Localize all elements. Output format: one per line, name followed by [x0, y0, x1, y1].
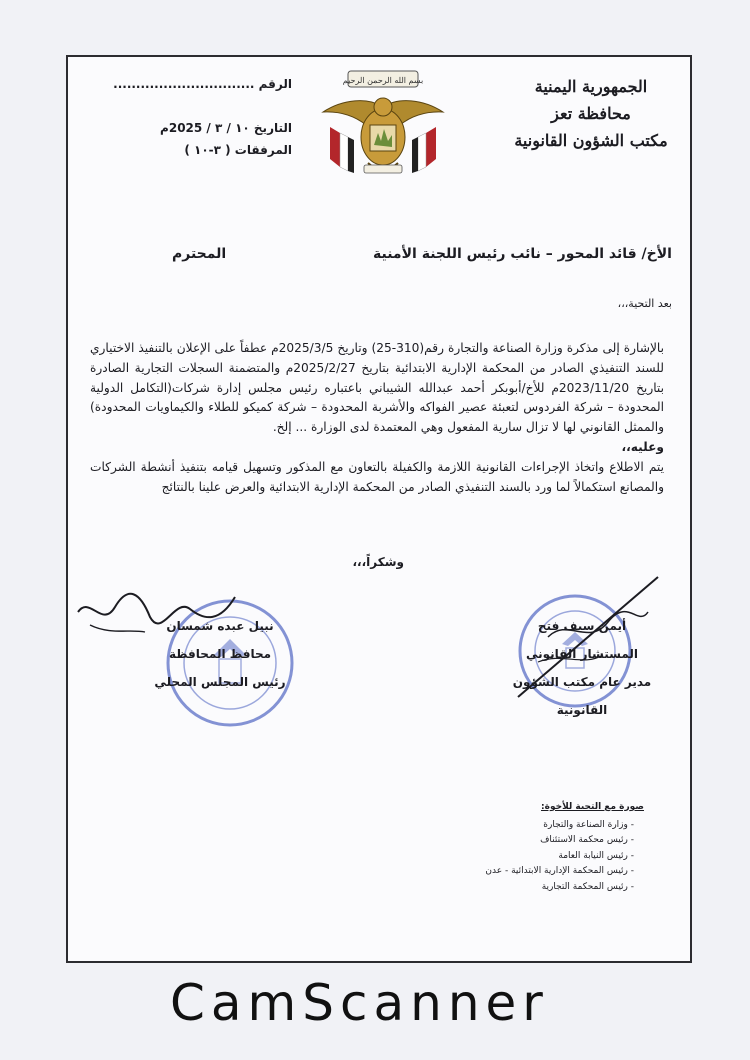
copy-recipient: - وزارة الصناعة والتجارة — [424, 818, 634, 834]
attachments-count: المرفقات ( ٣-١٠ ) — [184, 143, 292, 157]
letterhead-line-1: الجمهورية اليمنية — [534, 77, 648, 96]
copy-recipient: - رئيس النيابة العامة — [424, 849, 634, 865]
reference-block — [92, 73, 292, 161]
scanner-watermark: CamScanner — [170, 982, 549, 1032]
copies-to-list — [424, 800, 644, 895]
addressee-line — [82, 246, 672, 268]
yemen-emblem — [318, 67, 448, 187]
letterhead-line-2: محافظة تعز — [551, 104, 631, 123]
letterhead-authority — [506, 73, 676, 154]
letter-body — [90, 339, 664, 497]
letterhead-line-3: مكتب الشؤون القانونية — [514, 131, 668, 150]
greeting: بعد التحية،،، — [617, 297, 672, 310]
addressee-name: الأخ/ قائد المحور – نائب رئيس اللجنة الأمنية — [373, 246, 672, 262]
signer-left-position: رئيس المجلس المحلي — [154, 675, 286, 689]
signer-right-position: مدير عام مكتب الشؤون القانونية — [512, 675, 652, 717]
letter-page — [66, 55, 692, 963]
reference-number: الرقم ............................... — [113, 77, 292, 91]
copies-items — [424, 818, 644, 896]
eagle-emblem-icon — [318, 67, 448, 187]
copy-recipient: - رئيس محكمة الاستئناف — [424, 833, 634, 849]
body-and-then: وعليه،، — [621, 439, 664, 454]
handwritten-signature-right-icon — [508, 567, 668, 707]
copy-recipient: - رئيس المحكمة التجارية — [424, 880, 634, 896]
copies-title: صورة مع التحية للأخوة: — [541, 802, 644, 812]
handwritten-signature-left-icon — [70, 577, 260, 647]
signer-left-title: محافظ المحافظة — [168, 647, 272, 661]
emblem-banner-text: بسم الله الرحمن الرحيم — [342, 76, 424, 85]
letter-date: التاريخ ١٠ / ٣ / 2025م — [160, 121, 292, 135]
signer-right-title: المستشار القانوني — [525, 647, 638, 661]
signer-left-name: نبيل عبده شمسان — [166, 619, 274, 633]
copy-recipient: - رئيس المحكمة الإدارية الابتدائية - عدن — [424, 864, 634, 880]
addressee-honorific: المحترم — [172, 246, 227, 262]
closing-thanks: وشكراً،،، — [352, 555, 404, 569]
body-paragraph-2: يتم الاطلاع واتخاذ الإجراءات القانونية اللازمة والكفيلة بالتعاون مع المذكور وتسهيل قيامه بتنفيذ أنشطة الشركات والمصانع استكمالاً لما ورد بالسند التنفيذي الصادر من المحكمة الإدارية الابتدائية والعرض علينا بالنتائج — [90, 459, 664, 494]
signer-right-name: أيمن سيف فتح — [537, 619, 627, 633]
body-paragraph-1: بالإشارة إلى مذكرة وزارة الصناعة والتجارة رقم(310-25) وتاريخ 2025/3/5م عطفاً على الإعلان بالتنفيذ الاختياري للسند التنفيذي الصادر من المحكمة الإدارية الابتدائية بتاريخ 2025/2/27م والمتضمنة السجلات التجارية الصادرة بتاريخ 2023/11/20م للأخ/أبوبكر أحمد عبدالله الشيباني باعتباره رئيس مجلس إدارة شركات(التكامل الدولية المحدودة – شركة الفردوس لتعبئة عصير الفواكه والأشربة المحدودة – شركة كميكو للطلاء والكيماويات المحدودة) والممثل القانوني لها لا تزال سارية المفعول وهي المعتمدة لدى الوزارة ... إلخ. — [90, 341, 664, 435]
